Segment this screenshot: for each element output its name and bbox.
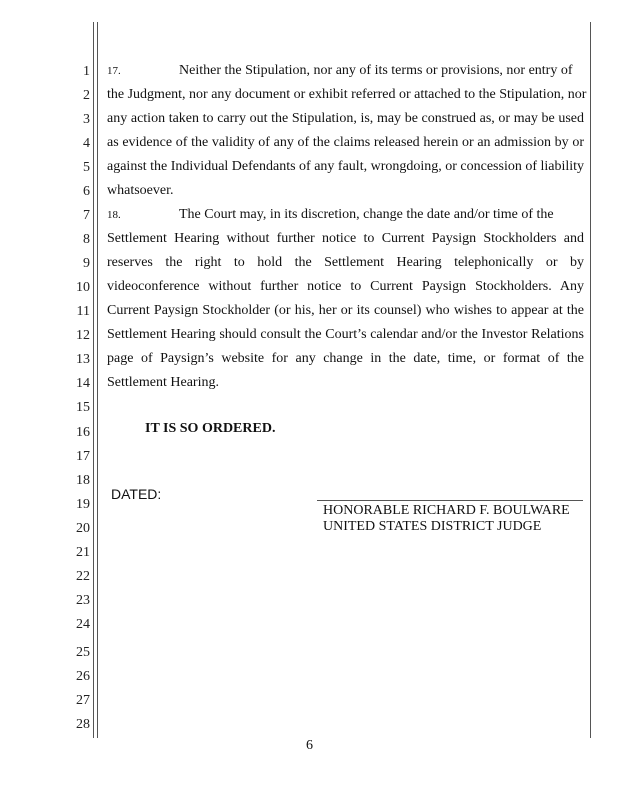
line-number: 10 [76, 280, 90, 295]
paragraph-text: Neither the Stipulation, nor any of its terms or provisions, nor entry of [179, 63, 573, 78]
ordered-statement: IT IS SO ORDERED. [145, 421, 276, 436]
paragraph-18-line: Settlement Hearing. [107, 375, 219, 390]
line-number: 6 [83, 184, 90, 199]
paragraph-17-line: any action taken to carry out the Stipulation, is, may be construed as, or may be used [107, 111, 584, 126]
paragraph-18-line: Settlement Hearing without further notice to Current Paysign Stockholders and [107, 231, 584, 246]
dated-label: DATED: [111, 486, 162, 502]
line-number: 25 [76, 645, 90, 660]
page-number: 6 [306, 738, 313, 753]
paragraph-17-line [107, 63, 584, 79]
paragraph-17-line: against the Individual Defendants of any fault, wrongdoing, or concession of liability [107, 159, 585, 174]
line-number: 21 [76, 545, 90, 560]
line-number: 23 [76, 593, 90, 608]
line-number: 11 [76, 304, 90, 319]
paragraph-18-line: Settlement Hearing should consult the Court’s calendar and/or the Investor Relations [107, 327, 584, 342]
left-margin-rule-1 [93, 22, 94, 738]
line-number: 26 [76, 669, 90, 684]
line-number: 4 [83, 136, 90, 151]
paragraph-17-line: the Judgment, nor any document or exhibit referred or attached to the Stipulation, nor [107, 87, 587, 102]
line-number: 19 [76, 497, 90, 512]
paragraph-18-line: Current Paysign Stockholder (or his, her or its counsel) who wishes to appear at the [107, 303, 584, 318]
paragraph-18-line [107, 207, 584, 223]
line-number: 16 [76, 425, 90, 440]
paragraph-17-line: whatsoever. [107, 183, 174, 198]
line-number: 17 [76, 449, 90, 464]
line-number: 18 [76, 473, 90, 488]
line-number: 5 [83, 160, 90, 175]
left-margin-rule-2 [97, 22, 98, 738]
line-number: 7 [83, 208, 90, 223]
line-number: 8 [83, 232, 90, 247]
paragraph-17-line: as evidence of the validity of any of the claims released herein or an admission by or [107, 135, 584, 150]
signature-line [317, 500, 583, 501]
paragraph-text: The Court may, in its discretion, change the date and/or time of the [179, 207, 554, 222]
line-number: 20 [76, 521, 90, 536]
line-number: 15 [76, 400, 90, 415]
judge-name: HONORABLE RICHARD F. BOULWARE [323, 503, 570, 518]
line-number: 22 [76, 569, 90, 584]
paragraph-18-line: reserves the right to hold the Settlement Hearing telephonically or by [107, 255, 584, 270]
judge-title: UNITED STATES DISTRICT JUDGE [323, 519, 542, 534]
line-number: 2 [83, 88, 90, 103]
line-number: 27 [76, 693, 90, 708]
line-number: 13 [76, 352, 90, 367]
line-number: 12 [76, 328, 90, 343]
line-number: 3 [83, 112, 90, 127]
paragraph-number: 17. [107, 65, 121, 77]
line-number: 28 [76, 717, 90, 732]
right-margin-rule [590, 22, 591, 738]
line-number: 14 [76, 376, 90, 391]
line-number: 24 [76, 617, 90, 632]
paragraph-18-line: page of Paysign’s website for any change in the date, time, or format of the [107, 351, 584, 366]
line-number: 1 [83, 64, 90, 79]
paragraph-18-line: videoconference without further notice to Current Paysign Stockholders. Any [107, 279, 584, 294]
line-number: 9 [83, 256, 90, 271]
paragraph-number: 18. [107, 209, 121, 221]
line-numbers [0, 0, 92, 800]
